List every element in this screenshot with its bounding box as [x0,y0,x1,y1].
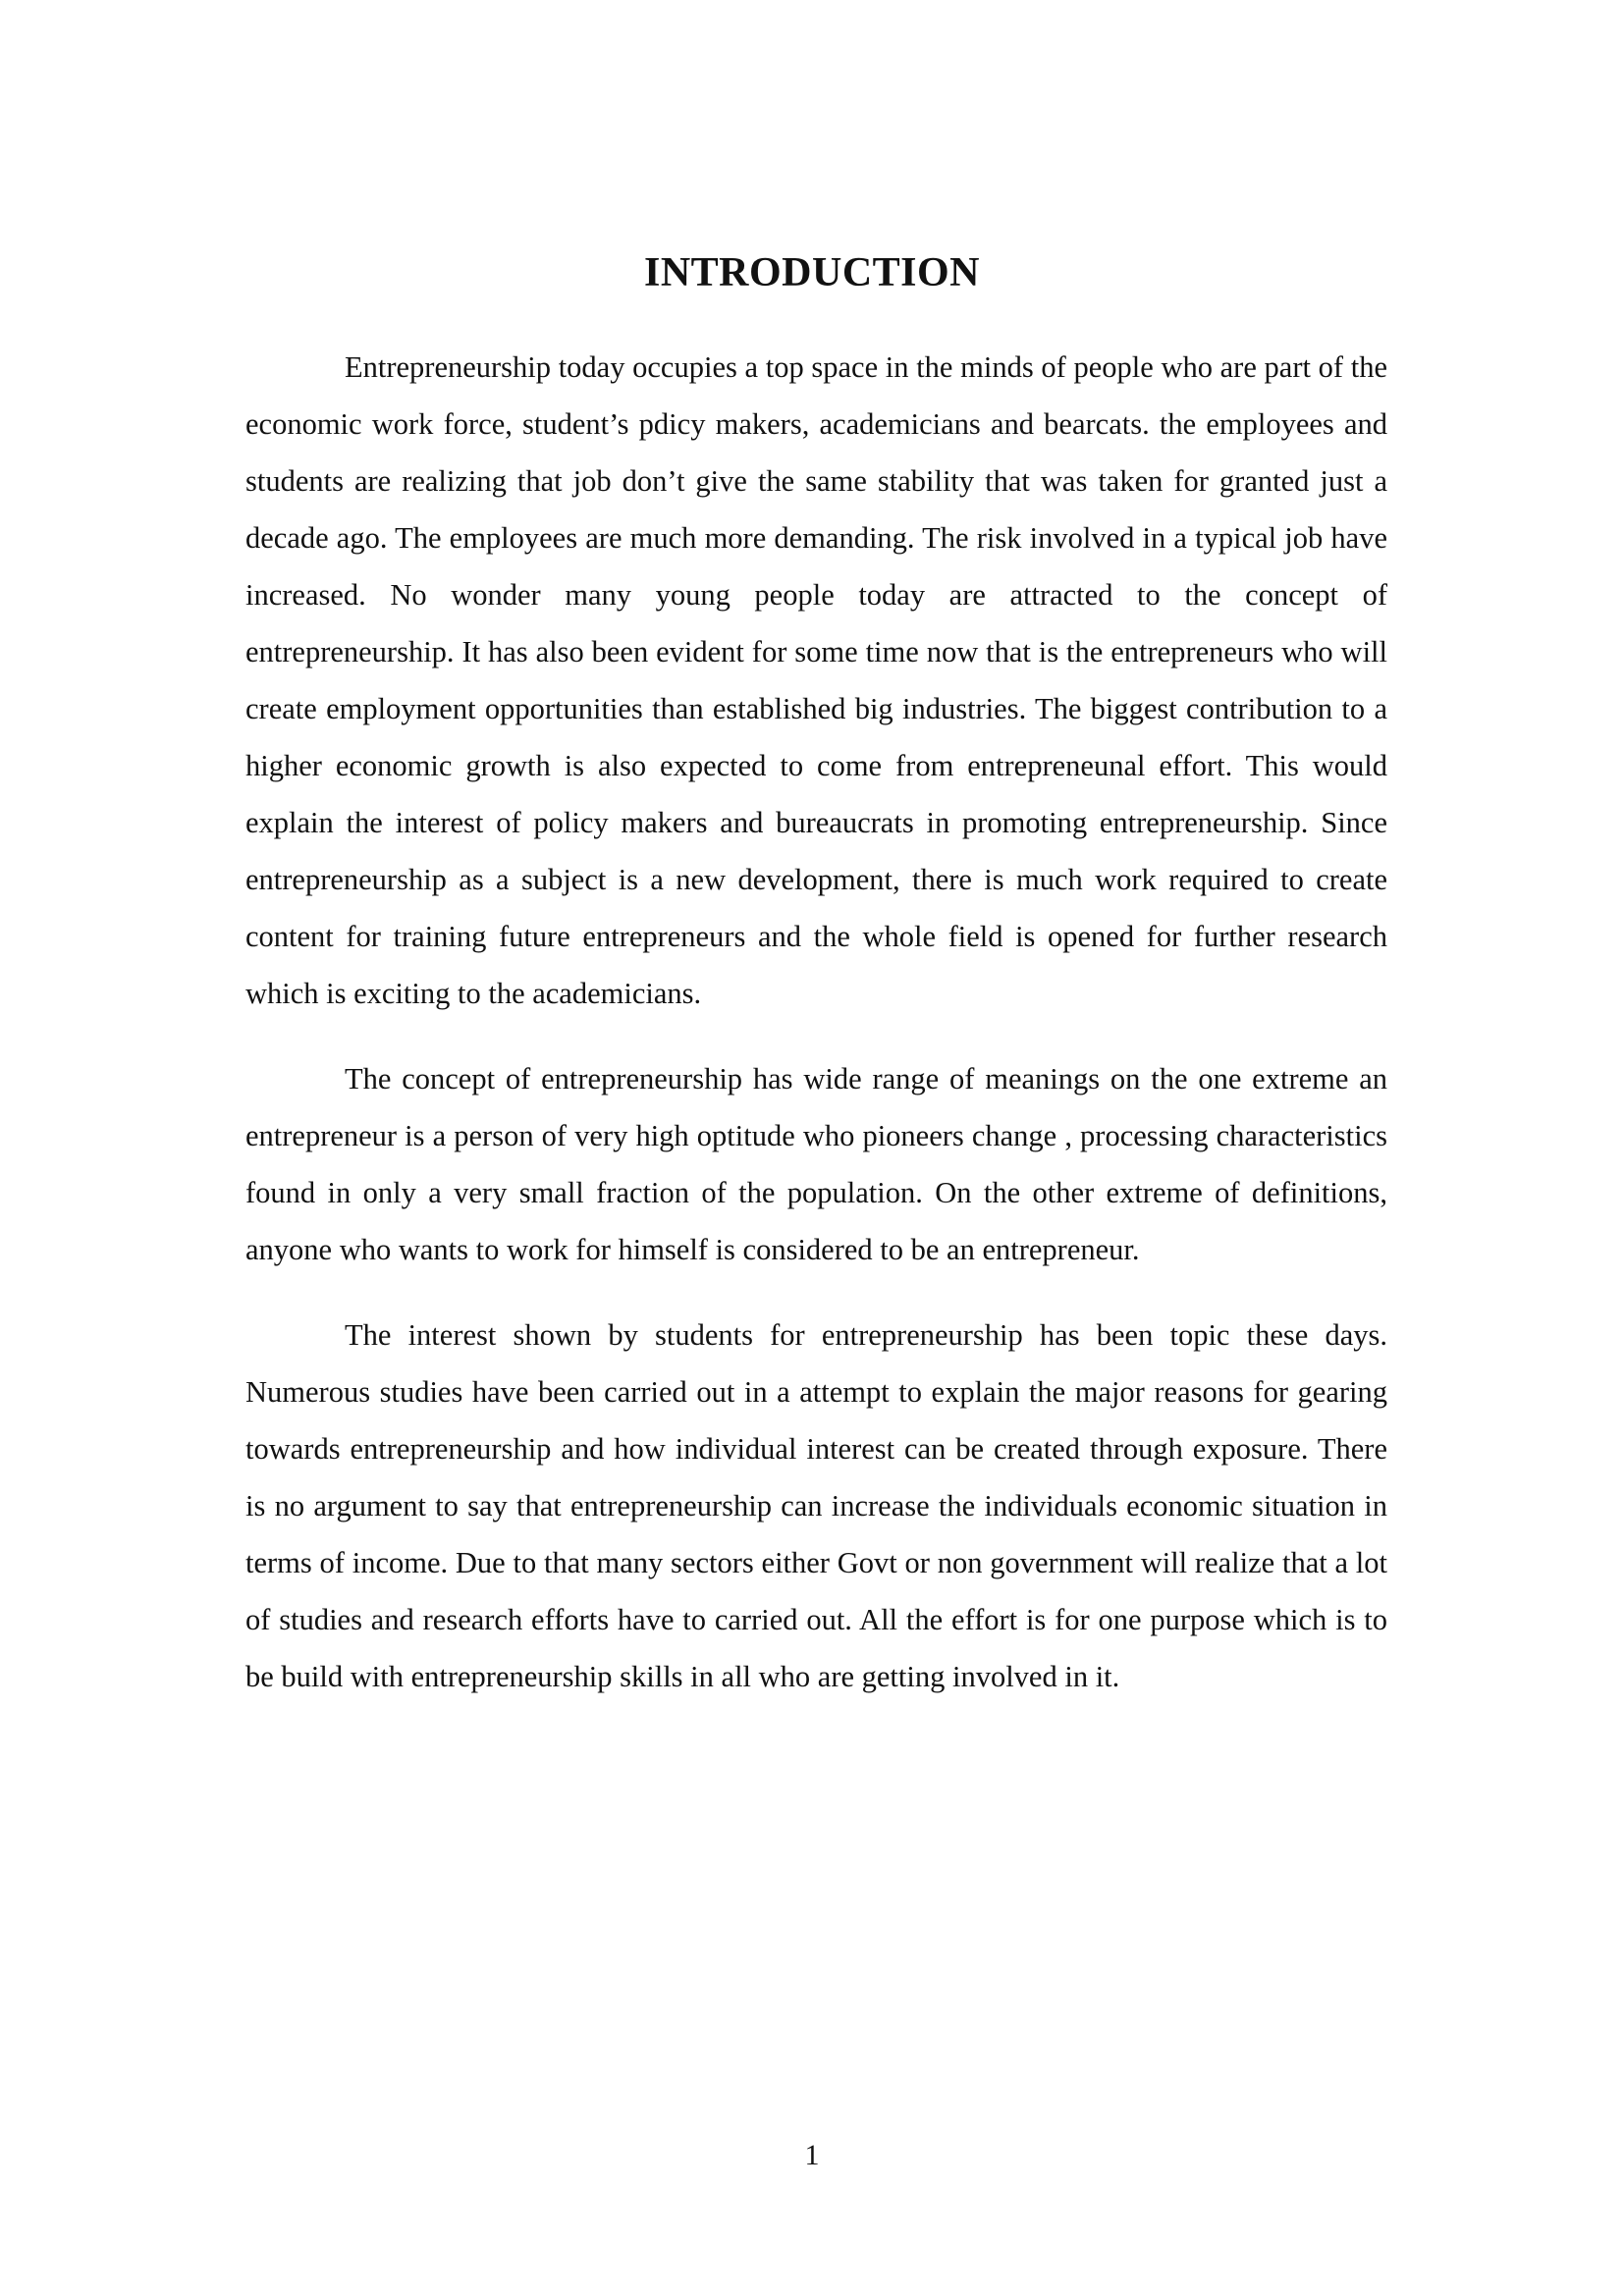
paragraph-3: The interest shown by students for entrepreneurship has been topic these days. Numerous studies have been carried out in a attempt to explain the major reasons for gearing towards entrepreneurship and how individual interest can be created through exposure. There is no argument to say that entrepreneurship can increase the individuals economic situation in terms of income. Due to that many sectors either Govt or non government will realize that a lot of studies and research efforts have to carried out. All the effort is for one purpose which is to be build with entrepreneurship skills in all who are getting involved in it. [245,1318,1387,1693]
body-text [245,339,1387,1734]
paragraph-1: Entrepreneurship today occupies a top space in the minds of people who are part of the economic work force, student’s pdicy makers, academicians and bearcats. the employees and students are realizing that job don’t give the same stability that was taken for granted just a decade ago. The employees are much more demanding. The risk involved in a typical job have increased. No wonder many young people today are attracted to the concept of entrepreneurship. It has also been evident for some time now that is the entrepreneurs who will create employment opportunities than established big industries. The biggest contribution to a higher economic growth is also expected to come from entrepreneunal effort. This would explain the interest of policy makers and bureaucrats in promoting entrepreneurship. Since entrepreneurship as a subject is a new development, there is much work required to create content for training future entrepreneurs and the whole field is opened for further research which is exciting to the academicians. [245,350,1387,1010]
page-title: INTRODUCTION [643,250,981,295]
paragraph-2: The concept of entrepreneurship has wide range of meanings on the one extreme an entrepreneur is a person of very high optitude who pioneers change , processing characteristics found in only a very small fraction of the population. On the other extreme of definitions, anyone who wants to work for himself is considered to be an entrepreneur. [245,1062,1387,1266]
page-number: 1 [804,2139,820,2171]
